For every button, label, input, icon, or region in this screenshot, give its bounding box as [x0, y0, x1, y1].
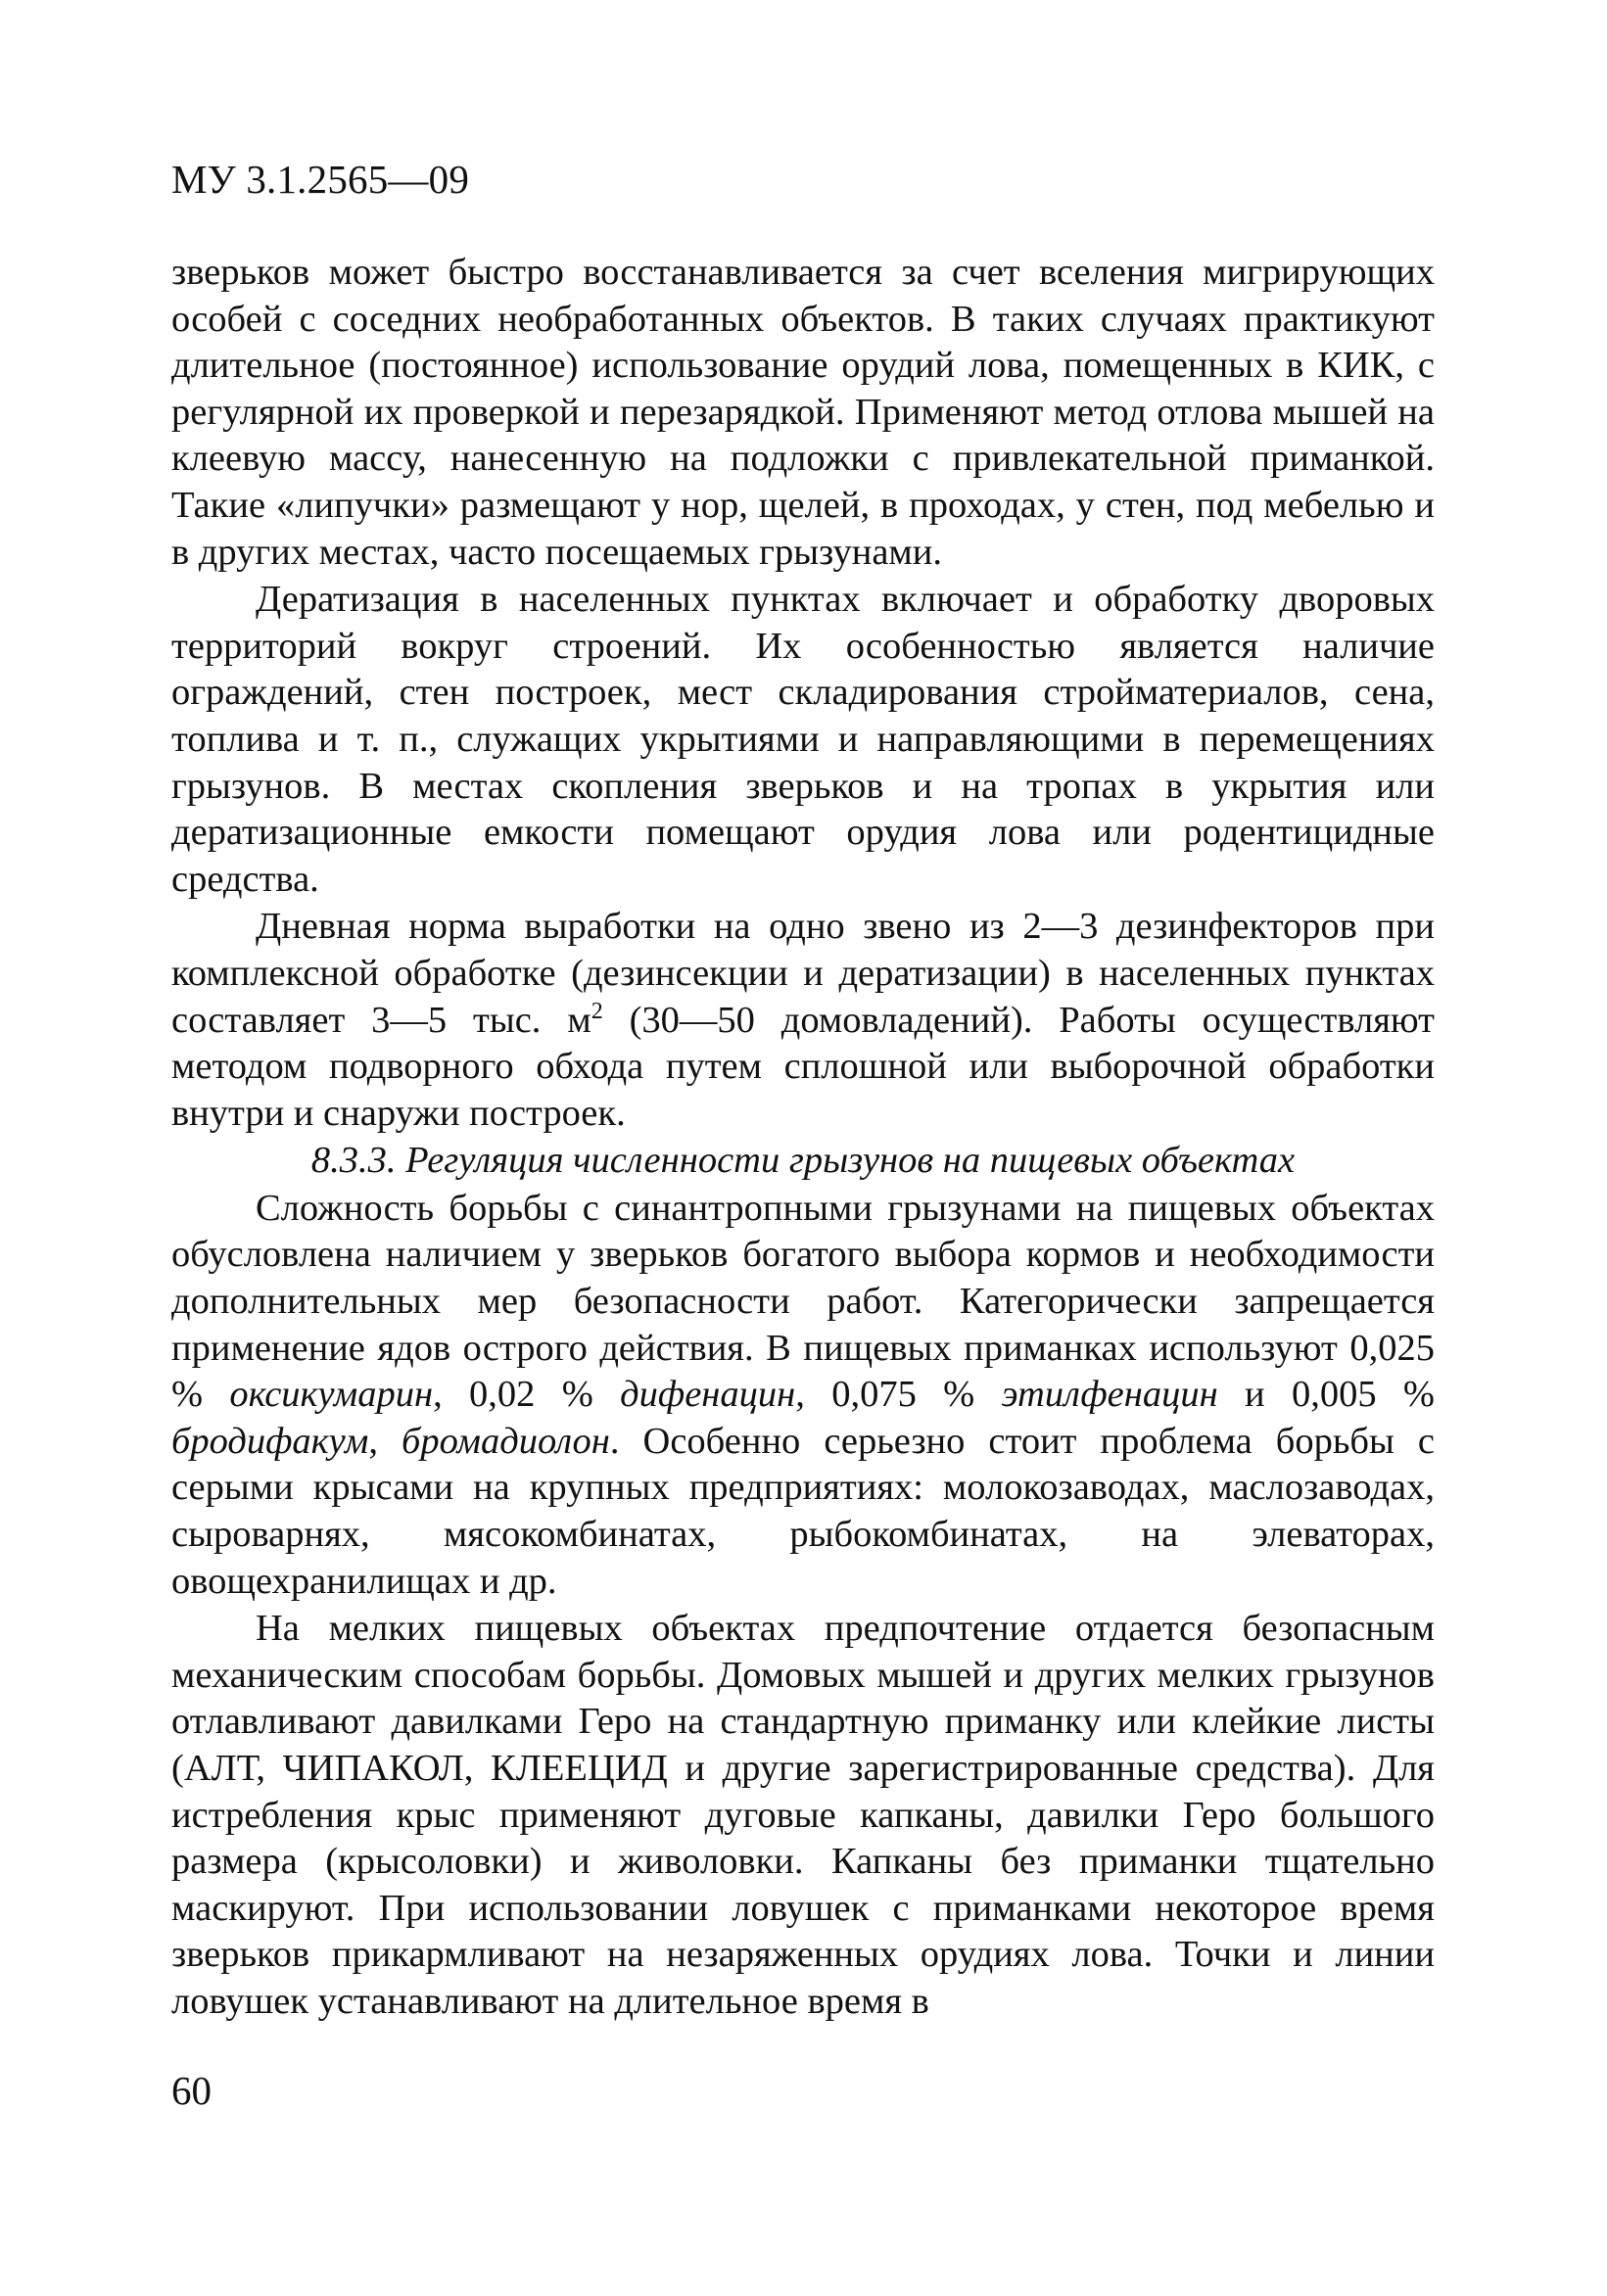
food-objects-text-4: и 0,005 %: [1217, 1374, 1435, 1416]
food-objects-text-6: . Особенно серьезно стоит проблема борьбы с серыми крысами на крупных предприятиях: молокозаводах, маслозаводах, сыроварнях, мясокомбинатах, рыбокомбинатах, на элеваторах, овощехранилищах и др.: [171, 1420, 1435, 1602]
paragraph-deratization-settlements: Дератизация в населенных пунктах включает и обработку дворовых территорий вокруг строений. Их особенностью является наличие ограждений, стен построек, мест складирования стройматериалов, сена, топлива и т. п., служащих укрытиями и направляющими в перемещениях грызунов. В местах скопления зверьков и на тропах в укрытия или дератизационные емкости помещают орудия лова или родентицидные средства.: [171, 579, 1435, 900]
paragraph-daily-norm: [171, 904, 1435, 1137]
food-objects-text-2: , 0,02 %: [433, 1374, 621, 1416]
substance-ethylphenacin: этилфенацин: [1001, 1374, 1218, 1416]
section-heading: 8.3.3. Регуляция численности грызунов на пищевых объектах: [310, 1140, 1296, 1182]
body-text: [171, 250, 1435, 2027]
substance-bromadiolone: бромадиолон: [402, 1420, 610, 1462]
substance-diphenacin: дифенацин: [620, 1374, 796, 1416]
document-code-header: МУ 3.1.2565—09: [171, 157, 470, 202]
food-objects-text-1: Сложность борьбы с синантропными грызунами на пищевых объектах обусловлена наличием у зверьков богатого выбора кормов и необходимости дополнительных мер безопасности работ. Категорически запрещается применение ядов острого действия. В пищевых приманках используют 0,025 %: [171, 1187, 1435, 1416]
substance-brodifacoum: бродифакум: [171, 1420, 369, 1462]
page-number: 60: [171, 2068, 212, 2113]
paragraph-small-food-objects: На мелких пищевых объектах предпочтение отдается безопасным механическим способам борьбы. Домовых мышей и других мелких грызунов отлавливают давилками Геро на стандартную приманку или клейкие листы (АЛТ, ЧИПАКОЛ, КЛЕЕЦИД и другие зарегистрированные средства). Для истребления крыс применяют дуговые капканы, давилки Геро большого размера (крысоловки) и живоловки. Капканы без приманки тщательно маскируют. При использовании ловушек с приманками некоторое время зверьков прикармливают на незаряженных орудиях лова. Точки и линии ловушек устанавливают на длительное время в: [171, 1608, 1435, 2022]
daily-norm-text-end: (30—50 домовладений). Работы осуществляют методом подворного обхода путем сплошной или выборочной обработки внутри и снаружи построек.: [171, 999, 1435, 1134]
paragraph-food-objects: [171, 1186, 1435, 1605]
daily-norm-text-start: Дневная норма выработки на одно звено из 2—3 дезинфекторов при комплексной обработке (дезинсекции и дератизации) в населенных пунктах составляет 3—5 тыс. м: [171, 906, 1435, 1041]
food-objects-text-5: ,: [368, 1420, 402, 1462]
food-objects-text-3: , 0,075 %: [795, 1374, 1002, 1416]
square-meter-superscript: 2: [591, 998, 603, 1024]
substance-oxycoumarin: оксикумарин: [229, 1374, 434, 1416]
paragraph-continuation: зверьков может быстро восстанавливается за счет вселения мигрирующих особей с соседних необработанных объектов. В таких случаях практикуют длительное (постоянное) использование орудий лова, помещенных в КИК, с регулярной их проверкой и перезарядкой. Применяют метод отлова мышей на клеевую массу, нанесенную на подложки с привлекательной приманкой. Такие «липучки» размещают у нор, щелей, в проходах, у стен, под мебелью и в других местах, часто посещаемых грызунами.: [171, 252, 1435, 573]
